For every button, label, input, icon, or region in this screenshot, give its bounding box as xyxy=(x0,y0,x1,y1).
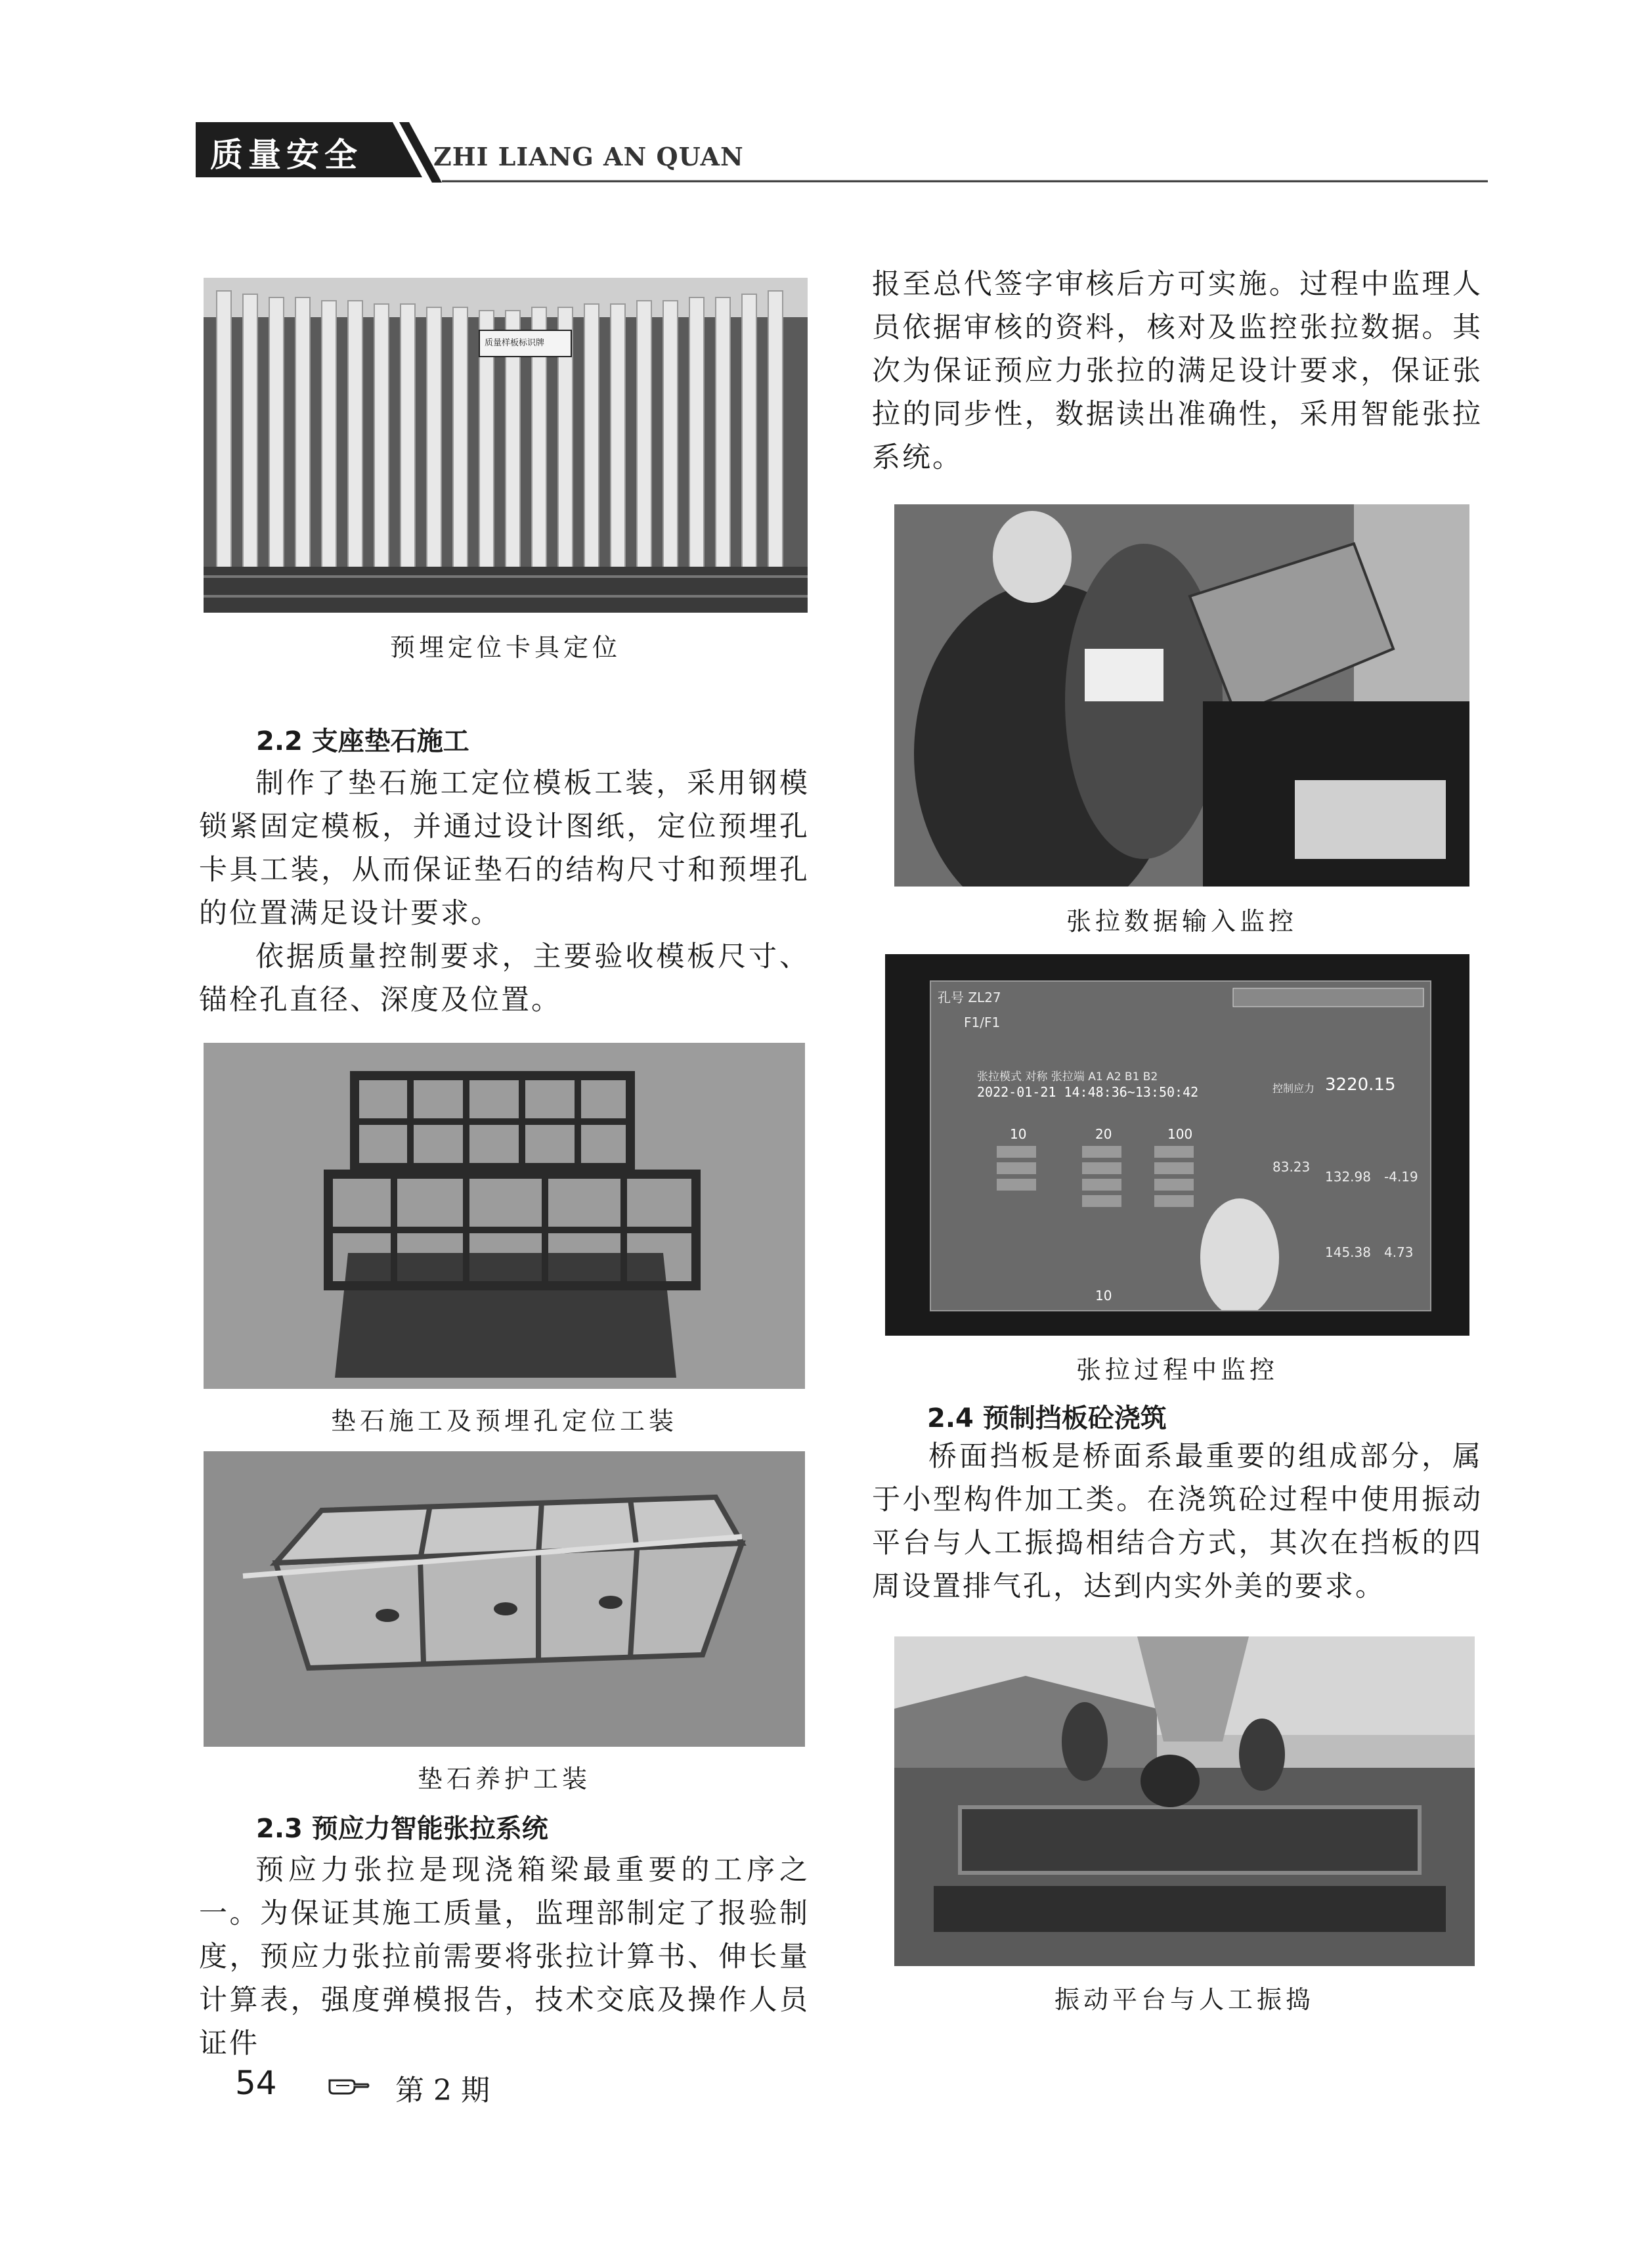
caption-photo-2: 垫石施工及预埋孔定位工装 xyxy=(330,1407,678,1435)
caption-photo-6: 振动平台与人工振捣 xyxy=(1054,1985,1315,2014)
caption-photo-4: 张拉数据输入监控 xyxy=(1066,907,1297,936)
photo-embedded-positioning-fixture xyxy=(204,278,808,613)
photo-vibration-platform xyxy=(894,1636,1475,1966)
pointing-hand-icon xyxy=(328,2074,370,2099)
heading-2-4: 2.4 预制挡板砼浇筑 xyxy=(927,1403,1167,1434)
paragraph-2-2-2: 依据质量控制要求，主要验收模板尺寸、锚栓孔直径、深度及位置。 xyxy=(199,940,810,1017)
paragraph-2-4-1: 桥面挡板是桥面系最重要的组成部分，属于小型构件加工类。在浇筑砼过程中使用振动平台与人工振捣相结合方式，其次在挡板的四周设置排气孔，达到内实外美的要求。 xyxy=(872,1440,1483,1603)
section-label: 质量安全 xyxy=(210,136,362,174)
photo-tension-data-input xyxy=(894,504,1469,887)
photo-pad-stone-formwork xyxy=(204,1043,805,1389)
screen-bottom: 10 xyxy=(1095,1288,1112,1304)
issue-label: 第 2 期 xyxy=(395,2074,490,2107)
screen-title: 孔号 ZL27 xyxy=(938,990,1001,1005)
caption-photo-5: 张拉过程中监控 xyxy=(1076,1355,1278,1384)
screen-val1: 83.23 xyxy=(1272,1159,1311,1175)
heading-2-2: 2.2 支座垫石施工 xyxy=(256,726,469,756)
screen-val2: 132.98 xyxy=(1325,1169,1371,1185)
header-bar xyxy=(196,117,1488,184)
caption-photo-1: 预埋定位卡具定位 xyxy=(389,633,621,662)
fixture-sign-text: 质量样板标识牌 xyxy=(485,338,545,348)
section-pinyin: ZHI LIANG AN QUAN xyxy=(433,142,744,171)
screen-val3: -4.19 xyxy=(1384,1169,1418,1185)
monitor-display xyxy=(930,980,1431,1311)
screen-control-value: 3220.15 xyxy=(1325,1075,1396,1095)
caption-photo-3: 垫石养护工装 xyxy=(417,1764,591,1793)
screen-col3: 100 xyxy=(1167,1126,1193,1142)
screen-val5: 4.73 xyxy=(1384,1244,1414,1260)
screen-mode: 张拉模式 对称 张拉端 A1 A2 B1 B2 xyxy=(977,1070,1158,1084)
screen-sub: F1/F1 xyxy=(964,1015,1001,1030)
page-number: 54 xyxy=(235,2064,277,2102)
screen-col1: 10 xyxy=(1010,1126,1027,1142)
heading-2-3: 2.3 预应力智能张拉系统 xyxy=(256,1814,548,1844)
photo-tension-monitor-screen xyxy=(885,954,1469,1336)
screen-control-label: 控制应力 xyxy=(1272,1082,1315,1095)
screen-time: 2022-01-21 14:48:36~13:50:42 xyxy=(977,1084,1199,1100)
paragraph-2-2-1: 制作了垫石施工定位模板工装，采用钢模锁紧固定模板，并通过设计图纸，定位预埋孔卡具工装，从而保证垫石的结构尺寸和预埋孔的位置满足设计要求。 xyxy=(199,767,810,930)
paragraph-continued: 报至总代签字审核后方可实施。过程中监理人员依据审核的资料，核对及监控张拉数据。其次为保证预应力张拉的满足设计要求，保证张拉的同步性，数据读出准确性，采用智能张拉系统。 xyxy=(872,268,1483,474)
screen-val4: 145.38 xyxy=(1325,1244,1371,1260)
paragraph-2-3-1: 预应力张拉是现浇箱梁最重要的工序之一。为保证其施工质量，监理部制定了报验制度，预应力张拉前需要将张拉计算书、伸长量计算表，强度弹模报告，技术交底及操作人员证件 xyxy=(199,1854,810,2060)
screen-col2: 20 xyxy=(1095,1126,1112,1142)
photo-pad-stone-curing-box xyxy=(204,1451,805,1747)
